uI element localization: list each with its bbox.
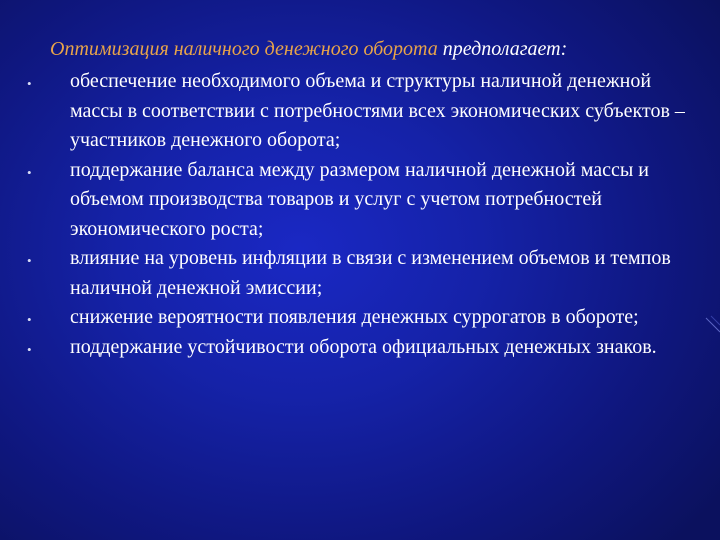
title-rest: предполагает: xyxy=(437,38,568,60)
list-item xyxy=(27,156,687,245)
bullet-icon: • xyxy=(27,312,32,327)
bullet-icon: • xyxy=(27,253,32,268)
list-item-text: поддержание баланса между размером наличной денежной массы и объемом производства товаров и услуг с учетом потребностей экономического роста; xyxy=(70,158,650,240)
bullet-icon: • xyxy=(27,341,32,357)
list-item xyxy=(27,303,687,333)
title-accent: Оптимизация наличного денежного оборота xyxy=(50,38,438,60)
list-item xyxy=(27,67,687,156)
list-item-text: снижение вероятности появления денежных суррогатов в обороте; xyxy=(70,306,639,328)
bullet-list xyxy=(27,67,687,362)
list-item xyxy=(27,244,687,303)
list-item-text: обеспечение необходимого объема и структуры наличной денежной массы в соответствии с потребностями всех экономических субъектов – участников денежного оборота; xyxy=(70,70,685,151)
list-item-text: влияние на уровень инфляции в связи с изменением объемов и темпов наличной денежной эмиссии; xyxy=(70,247,671,299)
bullet-icon: • xyxy=(27,76,32,91)
list-item xyxy=(27,333,687,363)
list-item-text: поддержание устойчивости оборота официальных денежных знаков. xyxy=(70,335,657,358)
slide-title xyxy=(50,37,567,61)
bullet-icon: • xyxy=(27,164,32,180)
